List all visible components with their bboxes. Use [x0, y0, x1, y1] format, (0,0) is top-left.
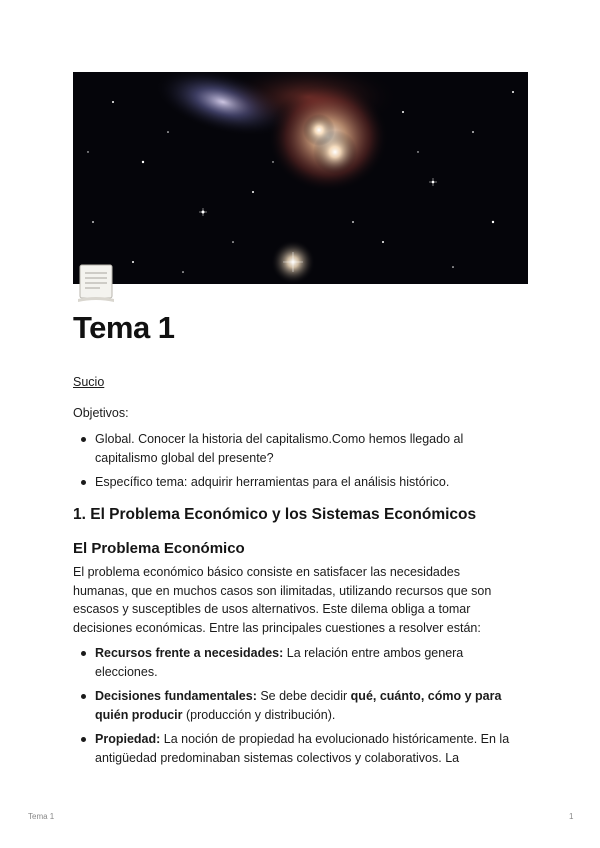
paragraph-line: humanas, que en muchos casos son ilimitadas, utilizando recursos que son: [73, 583, 492, 598]
list-item: [95, 644, 535, 681]
objective-line: capitalismo global del presente?: [95, 450, 274, 465]
page-title: Tema 1: [73, 310, 175, 345]
points-list: [73, 644, 535, 767]
page-number: 1: [569, 812, 574, 821]
sucio-link[interactable]: Sucio: [73, 375, 105, 389]
point-term: Recursos frente a necesidades:: [95, 646, 284, 660]
document-icon[interactable]: [76, 262, 116, 304]
point-emphasis: qué, cuánto, cómo y para: [350, 689, 502, 703]
point-text: Se debe decidir: [256, 689, 351, 703]
footer-title: Tema 1: [28, 812, 55, 821]
point-emphasis: quién producir: [95, 707, 183, 722]
objective-line: Específico tema: adquirir herramientas para el análisis histórico.: [95, 475, 450, 489]
paragraph-line: escasos y susceptibles de usos alternativos. Este dilema obliga a tomar: [73, 602, 471, 616]
section-heading: 1. El Problema Económico y los Sistemas Económicos: [73, 506, 477, 523]
subsection-heading: El Problema Económico: [73, 540, 245, 557]
point-text: (producción y distribución).: [182, 707, 336, 722]
paragraph-line: decisiones económicas. Entre las principales cuestiones a resolver están:: [73, 620, 481, 635]
list-item: [95, 430, 535, 467]
point-text: antigüedad predominaban sistemas colectivos y colaborativos. La: [95, 750, 460, 765]
point-term: Decisiones fundamentales:: [95, 689, 257, 703]
point-term: Propiedad:: [95, 732, 161, 746]
objectives-list: [73, 430, 535, 492]
objective-line: Global. Conocer la historia del capitalismo.Como hemos llegado al: [95, 432, 464, 446]
galaxy-picture: [73, 72, 528, 284]
list-item: [95, 687, 535, 724]
point-text: La relación entre ambos genera: [283, 646, 464, 660]
point-text: elecciones.: [95, 664, 158, 679]
paragraph-line: El problema económico básico consiste en satisfacer las necesidades: [73, 565, 461, 579]
list-item: [95, 473, 535, 492]
objectives-label: Objetivos:: [73, 406, 129, 420]
list-item: [95, 730, 535, 767]
intro-paragraph: [73, 563, 491, 637]
cover-image: [73, 72, 528, 284]
point-text: La noción de propiedad ha evolucionado históricamente. En la: [160, 732, 510, 746]
